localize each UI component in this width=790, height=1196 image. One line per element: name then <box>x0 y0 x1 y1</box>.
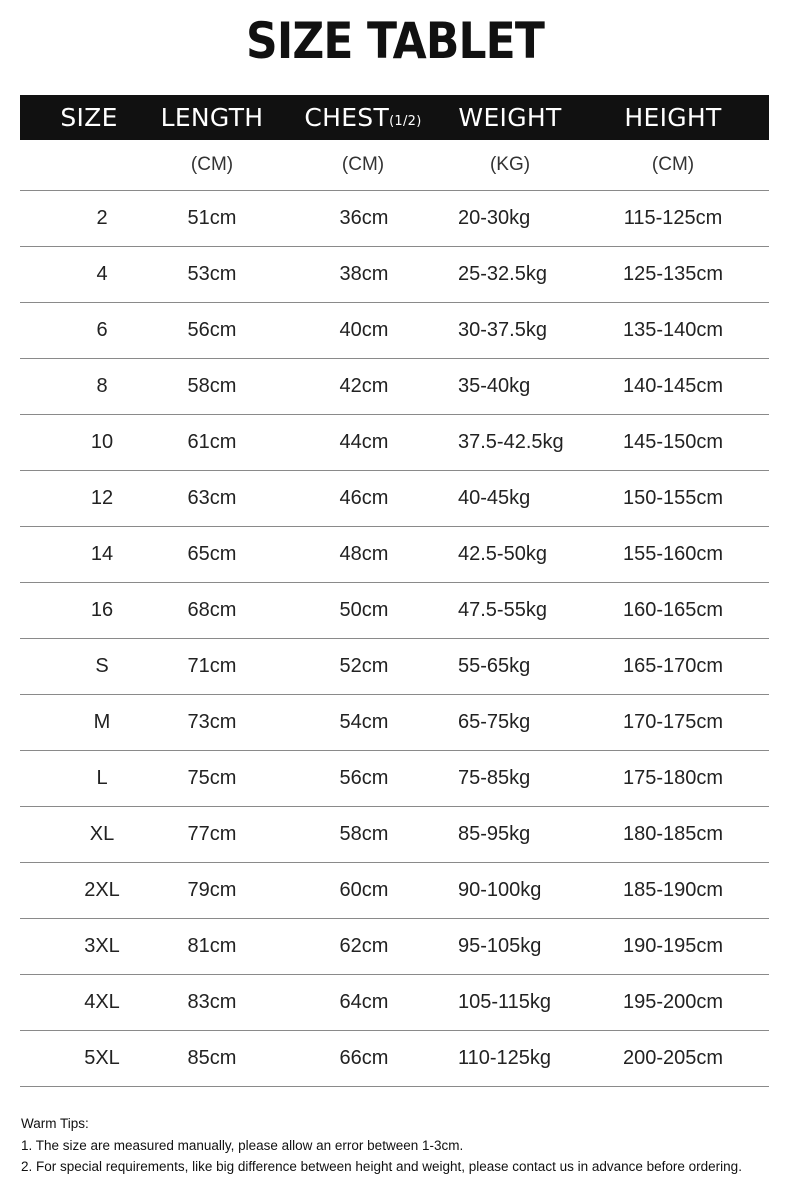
cell-chest: 36cm <box>339 207 389 229</box>
cell-height: 190-195cm <box>622 935 724 957</box>
table-row <box>20 695 769 751</box>
size-table <box>20 95 769 1087</box>
cell-length: 77cm <box>187 823 237 845</box>
tip-item-2: 2. For special requirements, like big difference between height and weight, please contact us in advance before ordering. <box>21 1159 742 1174</box>
cell-weight: 65-75kg <box>458 711 531 733</box>
cell-size: 4 <box>96 263 108 285</box>
unit-height: (CM) <box>651 154 695 175</box>
table-body <box>20 191 769 1087</box>
table-row <box>20 527 769 583</box>
cell-size: 12 <box>90 487 114 509</box>
cell-weight: 30-37.5kg <box>458 319 547 341</box>
table-row <box>20 863 769 919</box>
table-row <box>20 415 769 471</box>
cell-length: 53cm <box>187 263 237 285</box>
cell-weight: 55-65kg <box>458 655 531 677</box>
cell-size: 4XL <box>84 991 120 1013</box>
header-weight: WEIGHT <box>458 103 562 132</box>
unit-size <box>42 140 136 190</box>
unit-chest: (CM) <box>341 154 385 175</box>
cell-size: 14 <box>90 543 114 565</box>
cell-chest: 66cm <box>339 1047 389 1069</box>
cell-weight: 35-40kg <box>458 375 531 397</box>
header-size: SIZE <box>60 103 118 132</box>
cell-chest: 60cm <box>339 879 389 901</box>
header-chest <box>305 95 421 140</box>
header-chest-sub: (1/2) <box>389 114 422 129</box>
cell-size: M <box>93 711 111 733</box>
cell-length: 51cm <box>187 207 237 229</box>
header-chest-label: CHEST <box>304 103 390 132</box>
cell-chest: 56cm <box>339 767 389 789</box>
cell-length: 61cm <box>187 431 237 453</box>
table-row <box>20 303 769 359</box>
cell-size: S <box>95 655 109 677</box>
table-row <box>20 975 769 1031</box>
cell-height: 165-170cm <box>622 655 724 677</box>
table-row <box>20 751 769 807</box>
warm-tips <box>21 1113 781 1178</box>
table-row <box>20 583 769 639</box>
cell-length: 81cm <box>187 935 237 957</box>
cell-length: 68cm <box>187 599 237 621</box>
table-row <box>20 471 769 527</box>
table-row <box>20 359 769 415</box>
cell-size: 5XL <box>84 1047 120 1069</box>
cell-height: 175-180cm <box>622 767 724 789</box>
cell-size: 6 <box>96 319 108 341</box>
cell-chest: 46cm <box>339 487 389 509</box>
cell-size: 3XL <box>84 935 120 957</box>
unit-weight: (KG) <box>489 154 531 175</box>
tip-item-1: 1. The size are measured manually, please allow an error between 1-3cm. <box>21 1137 464 1153</box>
cell-height: 125-135cm <box>622 263 724 285</box>
cell-length: 58cm <box>187 375 237 397</box>
cell-height: 200-205cm <box>622 1047 724 1069</box>
cell-length: 63cm <box>187 487 237 509</box>
cell-chest: 64cm <box>339 991 389 1013</box>
cell-length: 75cm <box>187 767 237 789</box>
table-row <box>20 247 769 303</box>
cell-weight: 110-125kg <box>458 1047 552 1069</box>
cell-weight: 25-32.5kg <box>458 263 547 285</box>
cell-weight: 105-115kg <box>458 991 552 1013</box>
cell-length: 56cm <box>187 319 237 341</box>
cell-size: L <box>96 767 108 789</box>
cell-height: 180-185cm <box>622 823 724 845</box>
cell-weight: 20-30kg <box>458 207 531 229</box>
table-row <box>20 639 769 695</box>
cell-weight: 85-95kg <box>458 823 531 845</box>
table-header-row <box>20 95 769 140</box>
cell-height: 185-190cm <box>622 879 724 901</box>
cell-chest: 48cm <box>339 543 389 565</box>
cell-length: 85cm <box>187 1047 237 1069</box>
cell-size: 2XL <box>84 879 120 901</box>
cell-height: 135-140cm <box>622 319 724 341</box>
table-units-row <box>20 140 769 191</box>
cell-height: 195-200cm <box>622 991 724 1013</box>
tips-heading: Warm Tips: <box>21 1116 89 1131</box>
cell-chest: 62cm <box>339 935 389 957</box>
cell-chest: 42cm <box>339 375 389 397</box>
table-row <box>20 807 769 863</box>
table-row <box>20 1031 769 1087</box>
cell-height: 145-150cm <box>622 431 724 453</box>
header-length: LENGTH <box>160 103 264 132</box>
cell-size: 2 <box>96 207 108 229</box>
cell-size: XL <box>89 823 115 845</box>
cell-size: 16 <box>90 599 114 621</box>
cell-weight: 90-100kg <box>458 879 542 901</box>
cell-height: 160-165cm <box>622 599 724 621</box>
cell-chest: 44cm <box>339 431 389 453</box>
cell-chest: 40cm <box>339 319 389 341</box>
cell-chest: 58cm <box>339 823 389 845</box>
header-height: HEIGHT <box>624 103 722 132</box>
cell-height: 150-155cm <box>622 487 724 509</box>
cell-weight: 75-85kg <box>458 767 531 789</box>
cell-height: 155-160cm <box>622 543 724 565</box>
cell-chest: 38cm <box>339 263 389 285</box>
table-row <box>20 919 769 975</box>
cell-height: 140-145cm <box>622 375 724 397</box>
cell-weight: 47.5-55kg <box>458 599 547 621</box>
cell-height: 170-175cm <box>622 711 724 733</box>
table-row <box>20 191 769 247</box>
cell-chest: 50cm <box>339 599 389 621</box>
page-title: SIZE TABLET <box>246 12 544 70</box>
cell-length: 79cm <box>187 879 237 901</box>
cell-length: 71cm <box>187 655 237 677</box>
cell-chest: 52cm <box>339 655 389 677</box>
cell-size: 10 <box>90 431 114 453</box>
cell-size: 8 <box>96 375 108 397</box>
cell-chest: 54cm <box>339 711 389 733</box>
unit-length: (CM) <box>190 154 234 175</box>
cell-weight: 95-105kg <box>458 935 542 957</box>
cell-length: 73cm <box>187 711 237 733</box>
cell-height: 115-125cm <box>623 207 723 229</box>
cell-length: 83cm <box>187 991 237 1013</box>
cell-weight: 40-45kg <box>458 487 531 509</box>
cell-weight: 37.5-42.5kg <box>458 431 564 453</box>
cell-weight: 42.5-50kg <box>458 543 547 565</box>
cell-length: 65cm <box>187 543 237 565</box>
